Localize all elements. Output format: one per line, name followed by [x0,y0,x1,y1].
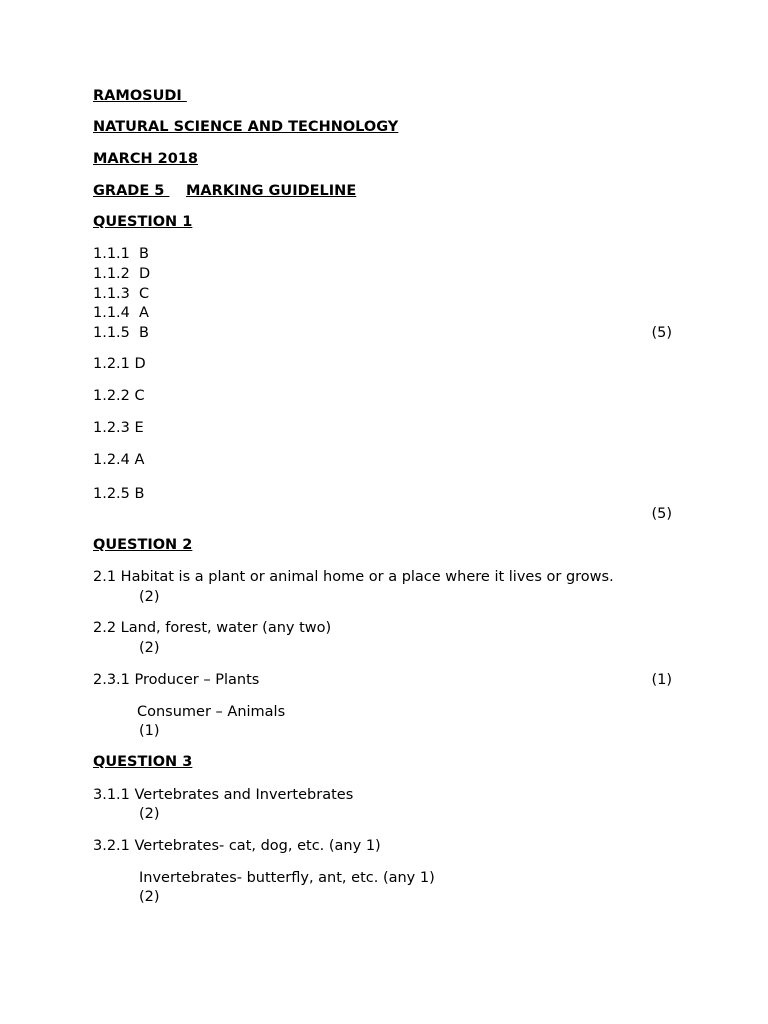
exam-date: MARCH 2018 [93,151,198,167]
part-1-2-marks: (5) [651,506,672,522]
answer-3-2-1: 3.2.1 Vertebrates- cat, dog, etc. (any 1) [93,838,381,854]
answer-1-1-1-value: B [139,246,149,262]
answer-2-2: 2.2 Land, forest, water (any two) [93,620,332,636]
question-2-heading: QUESTION 2 [93,537,193,553]
answer-2-3-1-consumer: Consumer – Animals [137,704,286,720]
answer-1-2-4: 1.2.4 A [93,452,145,468]
school-name: RAMOSUDI [93,88,187,104]
answer-1-1-3-number: 1.1.3 [93,286,130,302]
grade-label: GRADE 5 [93,183,170,199]
answer-1-1-3-value: C [139,286,150,302]
answer-1-2-3: 1.2.3 E [93,420,144,436]
answer-1-1-5-number: 1.1.5 [93,325,130,341]
question-1-heading: QUESTION 1 [93,214,193,230]
answer-3-1-1-marks: (2) [139,806,160,822]
answer-1-1-1-number: 1.1.1 [93,246,130,262]
answer-2-3-1-consumer-marks: (1) [139,723,160,739]
answer-2-3-1-marks: (1) [651,672,672,688]
answer-2-3-1: 2.3.1 Producer – Plants [93,672,260,688]
answer-3-2-1-invertebrates: Invertebrates- butterfly, ant, etc. (any 1) [139,870,435,886]
answer-1-1-4-number: 1.1.4 [93,305,130,321]
answer-3-1-1: 3.1.1 Vertebrates and Invertebrates [93,787,354,803]
subject-title: NATURAL SCIENCE AND TECHNOLOGY [93,119,399,135]
answer-1-1-4-value: A [139,305,149,321]
answer-1-1-5-value: B [139,325,149,341]
answer-1-1-2-value: D [139,266,151,282]
answer-1-1-2-number: 1.1.2 [93,266,130,282]
part-1-1-marks: (5) [651,325,672,341]
answer-1-2-2: 1.2.2 C [93,388,145,404]
answer-1-2-5: 1.2.5 B [93,486,145,502]
answer-2-1-marks: (2) [139,589,160,605]
answer-1-2-1: 1.2.1 D [93,356,146,372]
answer-2-2-marks: (2) [139,640,160,656]
question-3-heading: QUESTION 3 [93,754,193,770]
marking-guideline-label: MARKING GUIDELINE [186,183,357,199]
answer-2-1: 2.1 Habitat is a plant or animal home or a place where it lives or grows. [93,569,614,585]
answer-3-2-1-marks: (2) [139,889,160,905]
